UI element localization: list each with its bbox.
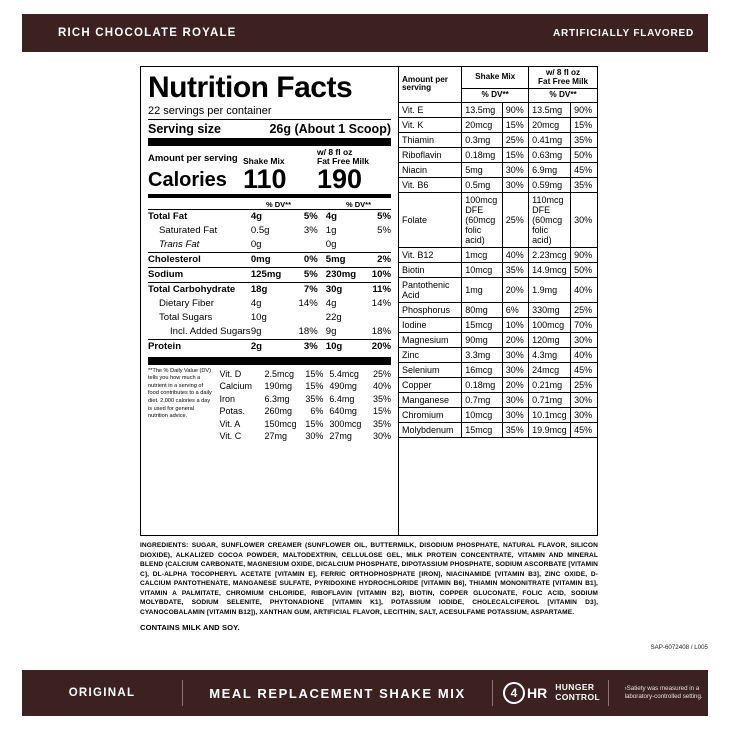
right-dv-shake: 30% [502,347,528,362]
vitamin-name: Potas. [219,406,245,417]
right-dv-shake: 15% [502,147,528,162]
nutrient-value-shake: 0g [250,239,262,251]
nutrition-vitamin-column [399,67,597,535]
vitamin-row [219,393,391,405]
right-vitamin-row [399,362,597,377]
nutrient-value-milk: 9g [325,326,337,338]
nutrient-dv-milk: 5% [377,225,391,237]
right-vitamin-name: Vit. K [399,117,462,132]
right-value-shake: 10mcg [462,407,503,422]
right-dv-header-shake: % DV** [462,89,529,103]
nutrient-dv-shake: 7% [289,282,321,297]
right-value-milk: 24mcg [529,362,571,377]
right-dv-shake: 35% [502,422,528,437]
calories-shake-mix: 110 [243,163,287,194]
nutrient-dv-shake: 0% [289,252,321,267]
right-value-shake: 0.5mg [462,177,503,192]
right-vitamin-row [399,147,597,162]
nutrient-name: Trans Fat [159,239,200,251]
nutrient-value-shake: 125mg [251,267,290,282]
right-value-milk: 0.41mg [529,132,571,147]
right-dv-milk: 90% [571,247,597,262]
right-dv-milk: 40% [571,347,597,362]
vitamin-row [219,368,391,380]
hours-number: 4 [503,682,525,704]
nutrient-value-milk: 10g [322,339,361,354]
right-dv-milk: 70% [571,317,597,332]
right-vitamin-row [399,117,597,132]
vitamin-name: Calcium [219,381,252,392]
vitamin-dv-milk: 35% [372,393,391,404]
right-vitamin-name: Selenium [399,362,462,377]
vitamin-value-milk: 27mg [329,430,352,441]
vitamin-dv-shake: 15% [305,369,324,380]
footnote-block [148,357,391,442]
right-value-milk: 4.3mg [529,347,571,362]
nutrient-dv-shake: 3% [303,225,318,237]
right-vitamin-row [399,407,597,422]
right-vitamin-row [399,192,597,247]
nutrient-name: Total Fat [148,209,251,224]
vitamin-dv-milk: 30% [372,430,391,441]
nutrient-value-milk: 4g [325,298,337,310]
right-value-milk: 10.1mcg [529,407,571,422]
vitamin-value-shake: 190mg [264,381,292,392]
right-dv-shake: 90% [502,102,528,117]
right-value-shake: 0.3mg [462,132,503,147]
right-value-milk: 120mg [529,332,571,347]
footer-band [22,670,708,716]
right-dv-shake: 25% [502,132,528,147]
allergen-statement: CONTAINS MILK AND SOY. [140,623,240,633]
right-value-shake: 15mcg [462,422,503,437]
right-dv-milk: 35% [571,132,597,147]
right-dv-milk: 15% [571,117,597,132]
right-vitamin-name: Vit. E [399,102,462,117]
vitamin-row [219,405,391,417]
header-band [22,14,708,52]
right-vitamin-row [399,132,597,147]
right-value-shake: 15mcg [462,317,503,332]
right-value-milk: 6.9mg [529,162,571,177]
nutrient-dv-shake: 5% [289,209,321,224]
right-value-milk: 1.9mg [529,277,571,302]
right-amount-per-serving-label: Amount per serving [399,67,462,102]
right-vitamin-row [399,262,597,277]
right-dv-shake: 20% [502,377,528,392]
right-dv-shake: 20% [502,332,528,347]
nutrient-name: Sodium [148,267,251,282]
right-dv-milk: 30% [571,392,597,407]
satiety-note: ›Satiety was measured in a laboratory-controlled setting. [624,684,703,700]
vitamin-value-shake: 6.3mg [264,393,290,404]
vitamin-value-milk: 490mg [329,381,357,392]
nutrient-row [148,325,391,340]
nutrition-main-column [141,67,399,535]
right-vitamin-row [399,347,597,362]
nutrient-dv-milk: 11% [361,282,391,297]
right-vitamin-row [399,247,597,262]
vitamin-dv-shake: 30% [305,430,324,441]
right-value-shake: 20mcg [462,117,503,132]
nutrient-row [148,238,391,253]
right-vitamin-name: Molybdenum [399,422,462,437]
serving-size-value: 26g (About 1 Scoop) [269,122,391,136]
right-dv-shake: 30% [502,407,528,422]
right-dv-milk: 45% [571,362,597,377]
right-value-milk: 0.21mg [529,377,571,392]
amount-per-serving-label: Amount per serving [148,152,238,164]
dv-header-2: % DV** [345,199,371,209]
right-value-shake: 1mg [462,277,503,302]
nutrient-name: Cholesterol [148,252,251,267]
right-value-shake: 1mcg [462,247,503,262]
dv-header-1: % DV** [265,199,291,209]
vitamin-dv-milk: 25% [372,369,391,380]
nutrient-value-milk: 1g [325,225,337,237]
nutrient-name: Saturated Fat [159,225,218,237]
nutrient-value-milk: 22g [325,312,342,324]
nutrient-dv-milk: 20% [361,339,391,354]
vitamin-row [219,430,391,442]
nutrient-dv-shake: 14% [298,298,318,310]
right-value-milk: 0.59mg [529,177,571,192]
right-vitamin-row [399,302,597,317]
vitamin-value-shake: 150mcg [264,418,297,429]
vitamin-table-right [399,67,597,438]
nutrient-row [148,209,391,224]
nutrient-value-milk: 30g [322,282,361,297]
right-vitamin-name: Vit. B12 [399,247,462,262]
nutrient-value-shake: 0mg [251,252,290,267]
right-vitamin-row [399,177,597,192]
right-dv-shake: 20% [502,277,528,302]
right-dv-milk: 30% [571,192,597,247]
nutrient-dv-shake [289,311,321,325]
daily-value-headers [148,200,391,209]
right-value-milk: 14.9mcg [529,262,571,277]
right-col-header-milk: w/ 8 fl oz Fat Free Milk [529,67,597,89]
vitamin-dv-shake: 35% [305,393,324,404]
right-value-shake: 90mg [462,332,503,347]
hunger-control-text [555,683,600,703]
right-vitamin-name: Vit. B6 [399,177,462,192]
nutrient-row [148,297,391,311]
right-vitamin-row [399,317,597,332]
right-dv-milk: 40% [571,277,597,302]
ingredients-text: SUGAR, SUNFLOWER CREAMER (SUNFLOWER OIL, BUTTERMILK, DISODIUM PHOSPHATE, NATURAL FLAVOR, SILICON DIOXIDE), ALKALIZED COCOA POWDER, MALTODEXTRIN, CELLULOSE GEL, MILK PROTEIN CONCENTRATE, VITAMIN AND MINERAL BLEND (CALCIUM CARBONATE, MAGNESIUM OXIDE, DICALCIUM PHOSPHATE, DIPOTASSIUM PHOSPHATE, SODIUM ASCORBATE [VITAMIN C], DL-ALPHA TOCOPHERYL ACETATE [VITAMIN E], FERRIC ORTHOPHOSPHATE [IRON], NIACINAMIDE [VITAMIN B3], ZINC OXIDE, D-CALCIUM PANTOTHENATE, MANGANESE SULFATE, PYRIDOXINE HYDROCHLORIDE [VITAMIN B6], THIAMIN MONONITRATE [VITAMIN B1], VITAMIN A PALMITATE, CHROMIUM CHLORIDE, RIBOFLAVIN [VITAMIN B2], BIOTIN, COPPER GLUCONATE, FOLIC ACID, SODIUM MOLYBDATE, SODIUM SELENITE, PHYTONADIONE [VITAMIN K1], POTASSIUM IODIDE, CHOLECALCIFEROL [VITAMIN D3], CYANOCOBALAMIN [VITAMIN B12]), XANTHAN GUM, ARTIFICIAL FLAVOR, LECITHIN, SALT, ACESULFAME POTASSIUM, ASPARTAME. [140,542,598,616]
nutrient-row [148,311,391,325]
hunger-control-line1: HUNGER [555,682,595,693]
right-value-shake: 3.3mg [462,347,503,362]
footer-original-label: ORIGINAL [68,687,136,699]
vitamin-value-shake: 2.5mcg [264,369,294,380]
vitamin-dv-milk: 40% [372,381,391,392]
right-dv-shake: 30% [502,392,528,407]
nutrient-dv-shake: 5% [289,267,321,282]
right-dv-milk: 25% [571,377,597,392]
nutrient-name: Total Carbohydrate [148,282,251,297]
right-vitamin-name: Folate [399,192,462,247]
right-value-shake: 0.7mg [462,392,503,407]
nutrient-value-shake: 2g [251,339,290,354]
right-vitamin-row [399,422,597,437]
hunger-control-line2: CONTROL [555,692,601,702]
nutrient-table [148,209,391,354]
right-vitamin-name: Phosphorus [399,302,462,317]
right-value-shake: 13.5mg [462,102,503,117]
calories-row [148,163,391,194]
right-value-shake: 5mg [462,162,503,177]
right-value-milk: 13.5mg [529,102,571,117]
nutrient-value-shake: 18g [251,282,290,297]
right-vitamin-name: Manganese [399,392,462,407]
nutrient-dv-milk: 10% [361,267,391,282]
footer-product-label: MEAL REPLACEMENT SHAKE MIX [209,685,466,701]
right-dv-shake: 35% [502,262,528,277]
serving-size-row [148,122,391,136]
right-dv-shake: 30% [502,362,528,377]
right-vitamin-name: Thiamin [399,132,462,147]
nutrient-value-shake: 10g [250,312,267,324]
right-value-milk: 100mcg [529,317,571,332]
daily-value-footnote: **The % Daily Value (DV) tells you how much a nutrient in a serving of food contributes to a daily diet. 2,000 calories a day is used for general nutrition advice. [148,367,212,420]
vitamin-value-milk: 640mg [329,406,357,417]
vitamin-name: Vit. C [219,430,242,441]
right-dv-shake: 30% [502,177,528,192]
right-value-milk: 0.63mg [529,147,571,162]
nutrient-row [148,224,391,238]
vitamin-dv-milk: 35% [372,418,391,429]
vitamin-row [219,380,391,392]
right-vitamin-name: Biotin [399,262,462,277]
nutrient-dv-milk: 14% [371,298,391,310]
artificially-flavored-label: ARTIFICIALLY FLAVORED [552,27,694,39]
nutrient-dv-shake [289,238,321,253]
sap-code: SAP-6072408 / L005 [650,644,708,651]
hunger-control-badge [493,670,708,716]
nutrient-value-milk: 230mg [322,267,361,282]
page-title: Nutrition Facts [148,71,353,104]
right-value-shake: 16mcg [462,362,503,377]
nutrient-value-milk: 0g [325,239,337,251]
vitamin-value-milk: 300mcg [329,418,362,429]
column-header-with-milk-line2: Fat Free Milk [317,155,369,166]
vitamin-table-left [219,368,391,442]
right-dv-shake: 40% [502,247,528,262]
right-vitamin-name: Iodine [399,317,462,332]
right-vitamin-row [399,277,597,302]
right-vitamin-name: Magnesium [399,332,462,347]
right-dv-milk: 50% [571,262,597,277]
servings-per-container: 22 servings per container [148,105,272,117]
right-value-milk: 0.71mg [529,392,571,407]
column-header-shake-mix: Shake Mix [243,155,285,166]
nutrient-dv-milk: 5% [361,209,391,224]
right-vitamin-row [399,162,597,177]
right-value-shake: 0.18mg [462,377,503,392]
nutrient-row [148,252,391,267]
right-value-shake: 100mcg DFE (60mcg folic acid) [462,192,503,247]
right-dv-milk: 30% [571,407,597,422]
nutrient-name: Total Sugars [159,312,213,324]
nutrient-dv-shake: 3% [289,339,321,354]
right-vitamin-row [399,332,597,347]
hours-unit: HR [527,685,548,701]
right-value-shake: 80mg [462,302,503,317]
vitamin-dv-shake: 15% [305,381,324,392]
right-dv-shake: 25% [502,192,528,247]
right-value-shake: 10mcg [462,262,503,277]
right-value-milk: 20mcg [529,117,571,132]
vitamin-name: Vit. D [219,369,242,380]
nutrition-facts-panel [140,66,598,536]
divider [608,680,609,706]
nutrient-row [148,339,391,354]
nutrient-value-milk: 4g [322,209,361,224]
ingredients-block [140,541,598,633]
flavor-title: RICH CHOCOLATE ROYALE [58,27,237,39]
nutrient-value-milk: 5mg [322,252,361,267]
right-header-row [399,67,597,89]
right-vitamin-name: Copper [399,377,462,392]
right-dv-shake: 6% [502,302,528,317]
right-dv-milk: 25% [571,302,597,317]
vitamin-name: Iron [219,393,235,404]
right-vitamin-name: Pantothenic Acid [399,277,462,302]
nutrient-dv-shake: 18% [298,326,318,338]
right-dv-milk: 45% [571,422,597,437]
vitamin-value-milk: 5.4mcg [329,369,359,380]
nutrient-value-shake: 4g [251,209,290,224]
nutrient-dv-milk [361,238,391,253]
right-value-milk: 19.9mcg [529,422,571,437]
nutrient-row [148,282,391,297]
vitamin-row [219,417,391,429]
nutrient-dv-milk [361,311,391,325]
right-value-milk: 110mcg DFE (60mcg folic acid) [529,192,571,247]
vitamin-dv-shake: 15% [305,418,324,429]
right-dv-header-milk: % DV** [529,89,597,103]
right-value-milk: 330mg [529,302,571,317]
nutrient-name: Incl. Added Sugars [170,326,251,338]
calories-with-milk: 190 [317,163,363,194]
ingredients-label: INGREDIENTS: [140,542,189,549]
vitamin-value-shake: 27mg [264,430,287,441]
right-vitamin-name: Niacin [399,162,462,177]
serving-size-label: Serving size [148,122,221,136]
nutrient-value-shake: 9g [250,326,262,338]
right-value-shake: 0.18mg [462,147,503,162]
vitamin-value-shake: 260mg [264,406,292,417]
right-vitamin-row [399,377,597,392]
nutrient-name: Dietary Fiber [159,298,214,310]
nutrient-value-shake: 4g [250,298,262,310]
right-dv-milk: 35% [571,177,597,192]
nutrient-name: Protein [148,339,251,354]
right-dv-milk: 30% [571,332,597,347]
vitamin-dv-shake: 6% [310,406,324,417]
vitamin-dv-milk: 15% [372,406,391,417]
vitamin-value-milk: 6.4mg [329,393,355,404]
right-value-milk: 2.23mcg [529,247,571,262]
right-dv-milk: 90% [571,102,597,117]
right-dv-shake: 15% [502,117,528,132]
hours-badge [503,682,547,704]
nutrient-row [148,267,391,282]
nutrient-value-shake: 0.5g [250,225,270,237]
column-header-with-milk-line1: w/ 8 fl oz [317,147,353,157]
nutrient-dv-milk: 18% [371,326,391,338]
vitamin-name: Vit. A [219,418,241,429]
calories-label: Calories [148,168,227,191]
right-vitamin-row [399,102,597,117]
right-vitamin-name: Riboflavin [399,147,462,162]
right-dv-shake: 30% [502,162,528,177]
right-vitamin-name: Chromium [399,407,462,422]
right-dv-milk: 50% [571,147,597,162]
nutrient-dv-milk: 2% [361,252,391,267]
right-vitamin-name: Zinc [399,347,462,362]
right-vitamin-row [399,392,597,407]
right-dv-milk: 45% [571,162,597,177]
right-col-header-shake: Shake Mix [462,67,529,89]
right-dv-shake: 10% [502,317,528,332]
